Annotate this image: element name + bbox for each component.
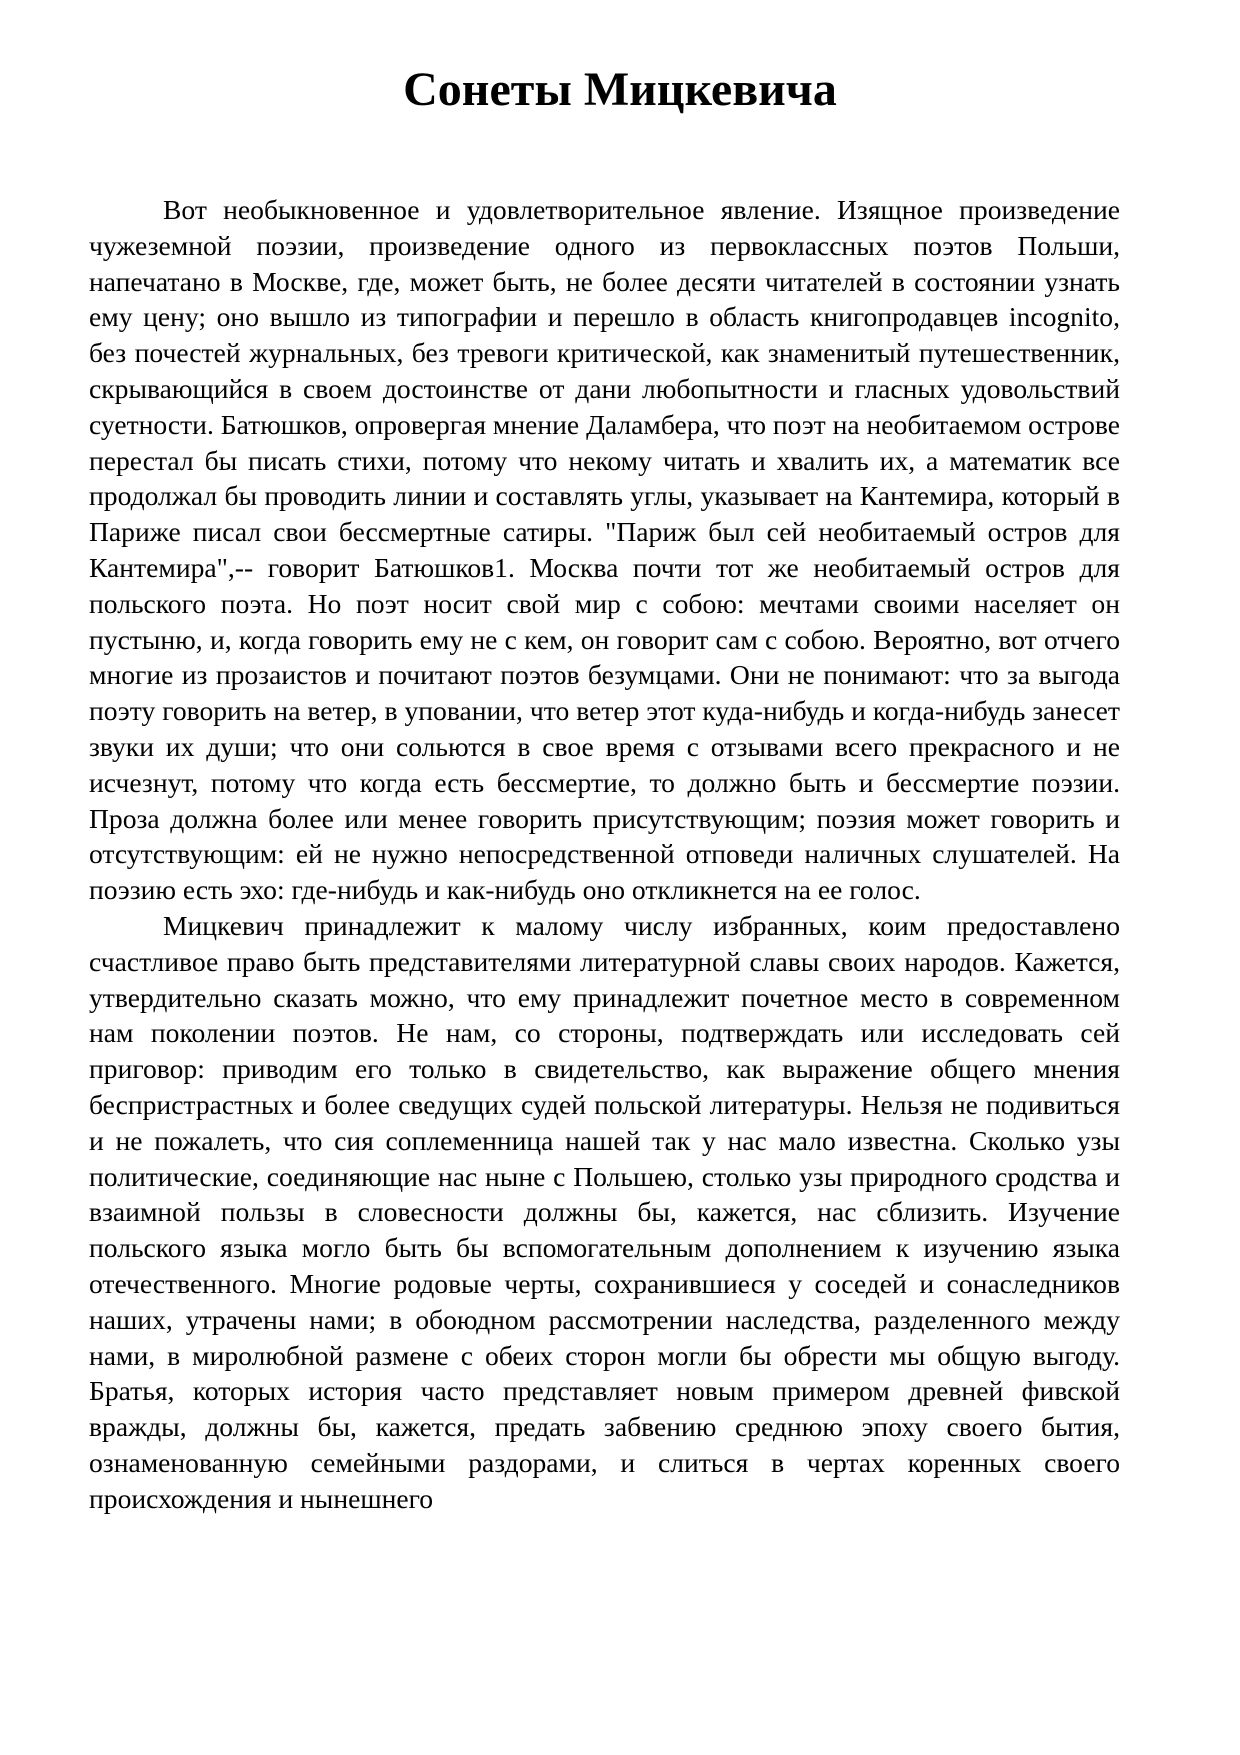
paragraph-2: Мицкевич принадлежит к малому числу избранных, коим предоставлено счастливое право быть представителями литературной славы своих народов. Кажется, утвердительно сказать можно, что ему принадлежит почетное место в современном нам поколении поэтов. Не нам, со стороны, подтверждать или исследовать сей приговор: приводим его только в свидетельство, как выражение общего мнения беспристрастных и более сведущих судей польской литературы. Нельзя не подивиться и не пожалеть, что сия соплеменница нашей так у нас мало известна. Сколько узы политические, соединяющие нас ныне с Польшею, столько узы природного сродства и взаимной пользы в словесности должны бы, кажется, нас сблизить. Изучение польского языка могло быть бы вспомогательным дополнением к изучению языка отечественного. Многие родовые черты, сохранившиеся у соседей и сонаследников наших, утрачены нами; в обоюдном рассмотрении наследства, разделенного между нами, в миролюбной размене с обеих сторон могли бы обрести мы общую выгоду. Братья, которых история часто представляет новым примером древней фивской вражды, должны бы, кажется, предать забвению среднюю эпоху своего бытия, ознаменованную семейными раздорами, и слиться в чертах коренных своего происхождения и нынешнего	[89, 909, 1120, 1514]
paragraph-1: Вот необыкновенное и удовлетворительное явление. Изящное произведение чужеземной поэзии, произведение одного из первоклассных поэтов Польши, напечатано в Москве, где, может быть, не более десяти читателей в состоянии узнать ему цену; оно вышло из типографии и перешло в область книгопродавцев incognito, без почестей журнальных, без тревоги критической, как знаменитый путешественник, скрывающийся в своем достоинстве от дани любопытности и гласных удовольствий суетности. Батюшков, опровергая мнение Даламбера, что поэт на необитаемом острове перестал бы писать стихи, потому что некому читать и хвалить их, а математик все продолжал бы проводить линии и составлять углы, указывает на Кантемира, который в Париже писал свои бессмертные сатиры. "Париж был сей необитаемый остров для Кантемира",-- говорит Батюшков1. Москва почти тот же необитаемый остров для польского поэта. Но поэт носит свой мир с собою: мечтами своими населяет он пустыню, и, когда говорить ему не с кем, он говорит сам с собою. Вероятно, вот отчего многие из прозаистов и почитают поэтов безумцами. Они не понимают: что за выгода поэту говорить на ветер, в уповании, что ветер этот куда-нибудь и когда-нибудь занесет звуки их души; что они сольются в свое время с отзывами всего прекрасного и не исчезнут, потому что когда есть бессмертие, то должно быть и бессмертие поэзии. Проза должна более или менее говорить присутствующим; поэзия может говорить и отсутствующим: ей не нужно непосредственной отповеди наличных слушателей. На поэзию есть эхо: где-нибудь и как-нибудь оно откликнется на ее голос.	[89, 194, 1120, 906]
document-title: Сонеты Мицкевича	[403, 63, 837, 116]
document-body	[89, 192, 1120, 1516]
